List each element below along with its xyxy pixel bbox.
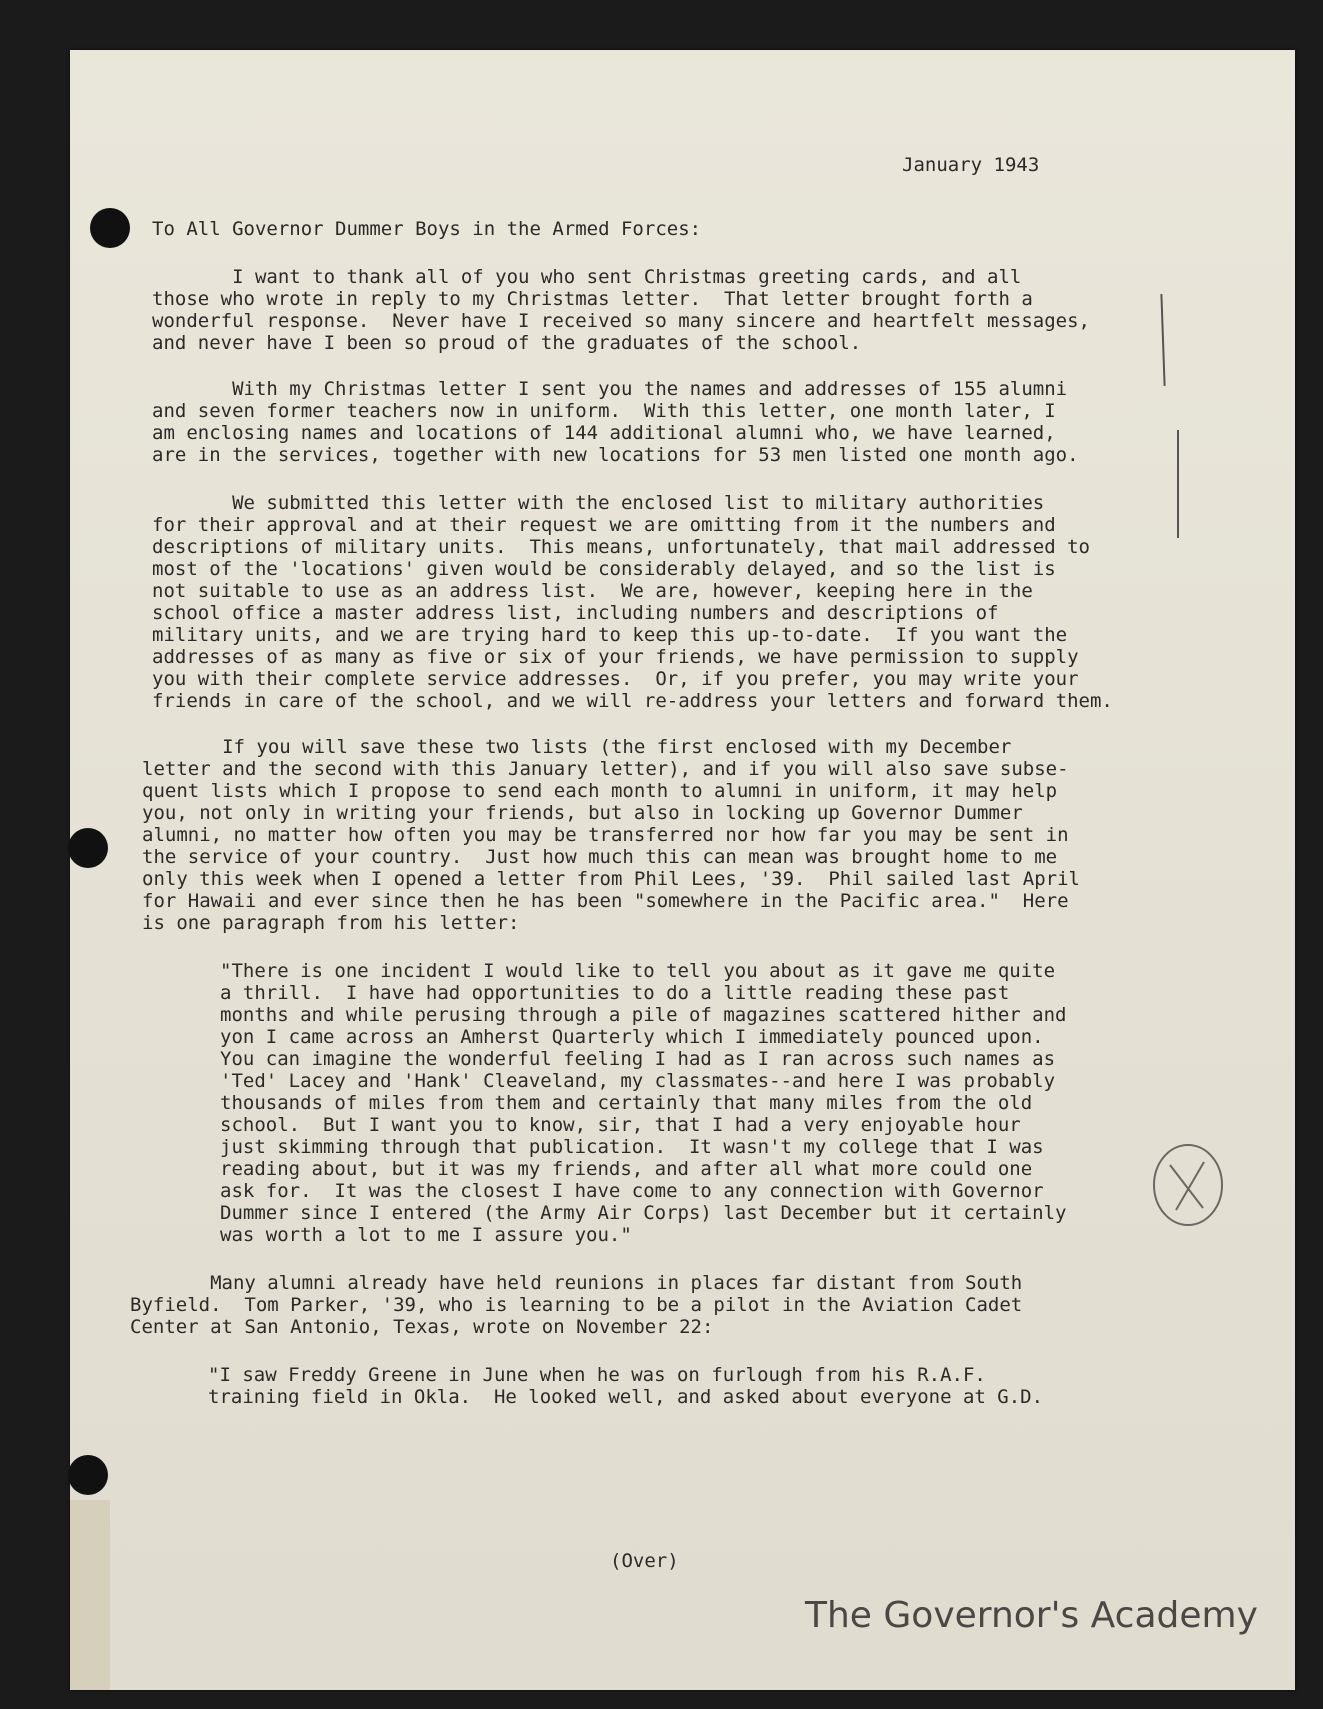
paragraph-line: friends in care of the school, and we will re-address your letters and forward them. [152,690,1113,712]
paragraph-line: and never have I been so proud of the graduates of the school. [152,332,862,354]
letter-date: January 1943 [902,154,1040,176]
paragraph-line: letter and the second with this January letter), and if you will also save subse- [142,758,1069,780]
paragraph-line: am enclosing names and locations of 144 additional alumni who, we have learned, [152,422,1056,444]
quote-line: You can imagine the wonderful feeling I had as I ran across such names as [220,1048,1056,1070]
paragraph-line: most of the 'locations' given would be considerably delayed, and so the list is [152,558,1056,580]
paragraph-line: descriptions of military units. This means, unfortunately, that mail addressed to [152,536,1090,558]
paragraph-line: and seven former teachers now in uniform. With this letter, one month later, I [152,400,1056,422]
page-footer-over: (Over) [610,1550,679,1572]
paragraph-line: wonderful response. Never have I received so many sincere and heartfelt messages, [152,310,1090,332]
quote-line: a thrill. I have had opportunities to do a little reading these past [220,982,1010,1004]
paragraph-line: Center at San Antonio, Texas, wrote on November 22: [130,1316,714,1338]
paragraph-line: for Hawaii and ever since then he has been "somewhere in the Pacific area." Here [142,890,1069,912]
quote-line: yon I came across an Amherst Quarterly which I immediately pounced upon. [220,1026,1044,1048]
quote-line: "There is one incident I would like to tell you about as it gave me quite [220,960,1056,982]
quote-line: school. But I want you to know, sir, that I had a very enjoyable hour [220,1114,1021,1136]
paragraph-line: only this week when I opened a letter from Phil Lees, '39. Phil sailed last April [142,868,1080,890]
paragraph-line: alumni, no matter how often you may be transferred nor how far you may be sent in [142,824,1069,846]
paragraph-line: If you will save these two lists (the first enclosed with my December [142,736,1012,758]
salutation: To All Governor Dummer Boys in the Armed Forces: [152,218,702,240]
paragraph-line: not suitable to use as an address list. We are, however, keeping here in the [152,580,1033,602]
quote-line: just skimming through that publication. It wasn't my college that I was [220,1136,1044,1158]
paragraph-line: We submitted this letter with the enclosed list to military authorities [152,492,1045,514]
paragraph-line: Many alumni already have held reunions in places far distant from South [130,1272,1023,1294]
quote-line: "I saw Freddy Greene in June when he was on furlough from his R.A.F. [208,1364,986,1386]
paragraph-line: Byfield. Tom Parker, '39, who is learning to be a pilot in the Aviation Cadet [130,1294,1023,1316]
quote-line: thousands of miles from them and certainly that many miles from the old [220,1092,1033,1114]
paragraph-line: school office a master address list, including numbers and descriptions of [152,602,999,624]
paragraph-line: for their approval and at their request we are omitting from it the numbers and [152,514,1056,536]
quote-line: training field in Okla. He looked well, and asked about everyone at G.D. [208,1386,1044,1408]
letter-body [70,50,1295,1690]
paragraph-line: quent lists which I propose to send each month to alumni in uniform, it may help [142,780,1058,802]
paragraph-line: you, not only in writing your friends, but also in locking up Governor Dummer [142,802,1023,824]
quote-line: months and while perusing through a pile of magazines scattered hither and [220,1004,1067,1026]
watermark-text: The Governor's Academy [805,1595,1258,1636]
paragraph-line: the service of your country. Just how much this can mean was brought home to me [142,846,1058,868]
quote-line: Dummer since I entered (the Army Air Corps) last December but it certainly [220,1202,1067,1224]
quote-line: 'Ted' Lacey and 'Hank' Cleaveland, my classmates--and here I was probably [220,1070,1056,1092]
paragraph-line: are in the services, together with new locations for 53 men listed one month ago. [152,444,1079,466]
quote-line: was worth a lot to me I assure you." [220,1224,632,1246]
paragraph-line: is one paragraph from his letter: [142,912,520,934]
paragraph-line: I want to thank all of you who sent Christmas greeting cards, and all [152,266,1022,288]
paragraph-line: you with their complete service addresses. Or, if you prefer, you may write your [152,668,1079,690]
paragraph-line: military units, and we are trying hard to keep this up-to-date. If you want the [152,624,1068,646]
paragraph-line: With my Christmas letter I sent you the names and addresses of 155 alumni [152,378,1068,400]
quote-line: ask for. It was the closest I have come to any connection with Governor [220,1180,1044,1202]
paragraph-line: those who wrote in reply to my Christmas letter. That letter brought forth a [152,288,1033,310]
quote-line: reading about, but it was my friends, and after all what more could one [220,1158,1033,1180]
paragraph-line: addresses of as many as five or six of your friends, we have permission to supply [152,646,1079,668]
letter-page [70,50,1295,1690]
